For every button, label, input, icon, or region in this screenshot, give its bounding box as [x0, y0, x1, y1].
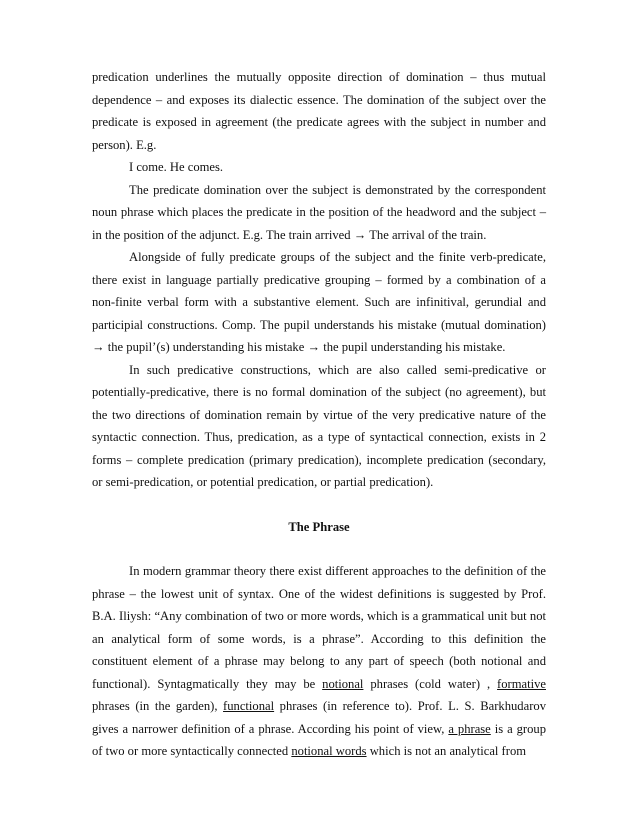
paragraph-partially-predicative [92, 246, 546, 359]
underlined-term: notional words [291, 744, 367, 758]
text-span: predication underlines the mutually opposite direction of domination – thus mutual dependence – and exposes its dialectic essence. The domination of the subject over the predicate is exposed in agreement (the predicate agrees with the subject in number and person). E.g. [92, 70, 546, 152]
text-span: is a group of two or more syntactically connected [92, 721, 546, 758]
paragraph-semi-predicative [92, 359, 546, 494]
underlined-term: notional [322, 676, 364, 691]
paragraph-predicate-domination [92, 179, 546, 247]
text-span: In modern grammar theory there exist different approaches to the definition of the phrase – the lowest unit of syntax. One of the widest definitions is suggested by Prof. B.A. Iliysh: “Any combination of two or more words, which is a grammatical unit but not an analytical form of some words, is a phrase”. According to this definition the constituent element of a phrase may belong to any part of speech (both notional and functional). Syntagmatically they may be [92, 564, 546, 691]
paragraph-phrase-definition [92, 560, 546, 763]
section-heading: The Phrase [288, 519, 350, 534]
text-span: phrases (in reference to). Prof. L. S. Barkhudarov gives a narrower definition of a phrase. According his point of view, [92, 699, 546, 736]
text-span: The predicate domination over the subject is demonstrated by the correspondent noun phrase which places the predicate in the position of the headword and the subject – in the position of the adjunct. E.g. The train arrived → The arrival of the train. [92, 182, 546, 242]
text-span: Alongside of fully predicate groups of the subject and the finite verb-predicate, there exist in language partially predicative grouping – formed by a combination of a non-finite verbal form with a substantive element. Such are infinitival, gerundial and participial constructions. Comp. The pupil understands his mistake (mutual domination) → the pupil’(s) understanding his mistake → the pupil understanding his mistake. [92, 250, 546, 354]
paragraph-example-come [92, 156, 546, 179]
text-span: phrases (cold water) , [363, 676, 498, 691]
paragraph-predication-intro [92, 66, 546, 156]
text-span: phrases (in the garden), [92, 699, 224, 713]
text-span: which is not an analytical from [366, 744, 527, 758]
page-text [92, 66, 546, 763]
underlined-term: a phrase [448, 721, 491, 736]
underlined-term: formative [497, 676, 546, 691]
text-span: In such predicative constructions, which are also called semi-predicative or potentially-predicative, there is no formal domination of the subject (no agreement), but the two directions of domination remain by virtue of the very predicative nature of the syntactic connection. Thus, predication, as a type of syntactical connection, exists in 2 forms – complete predication (primary predication), incomplete predication (secondary, or semi-predication, or potential predication, or partial predication). [92, 362, 546, 489]
underlined-term: functional [223, 699, 275, 713]
text-span: I come. He comes. [129, 160, 224, 174]
